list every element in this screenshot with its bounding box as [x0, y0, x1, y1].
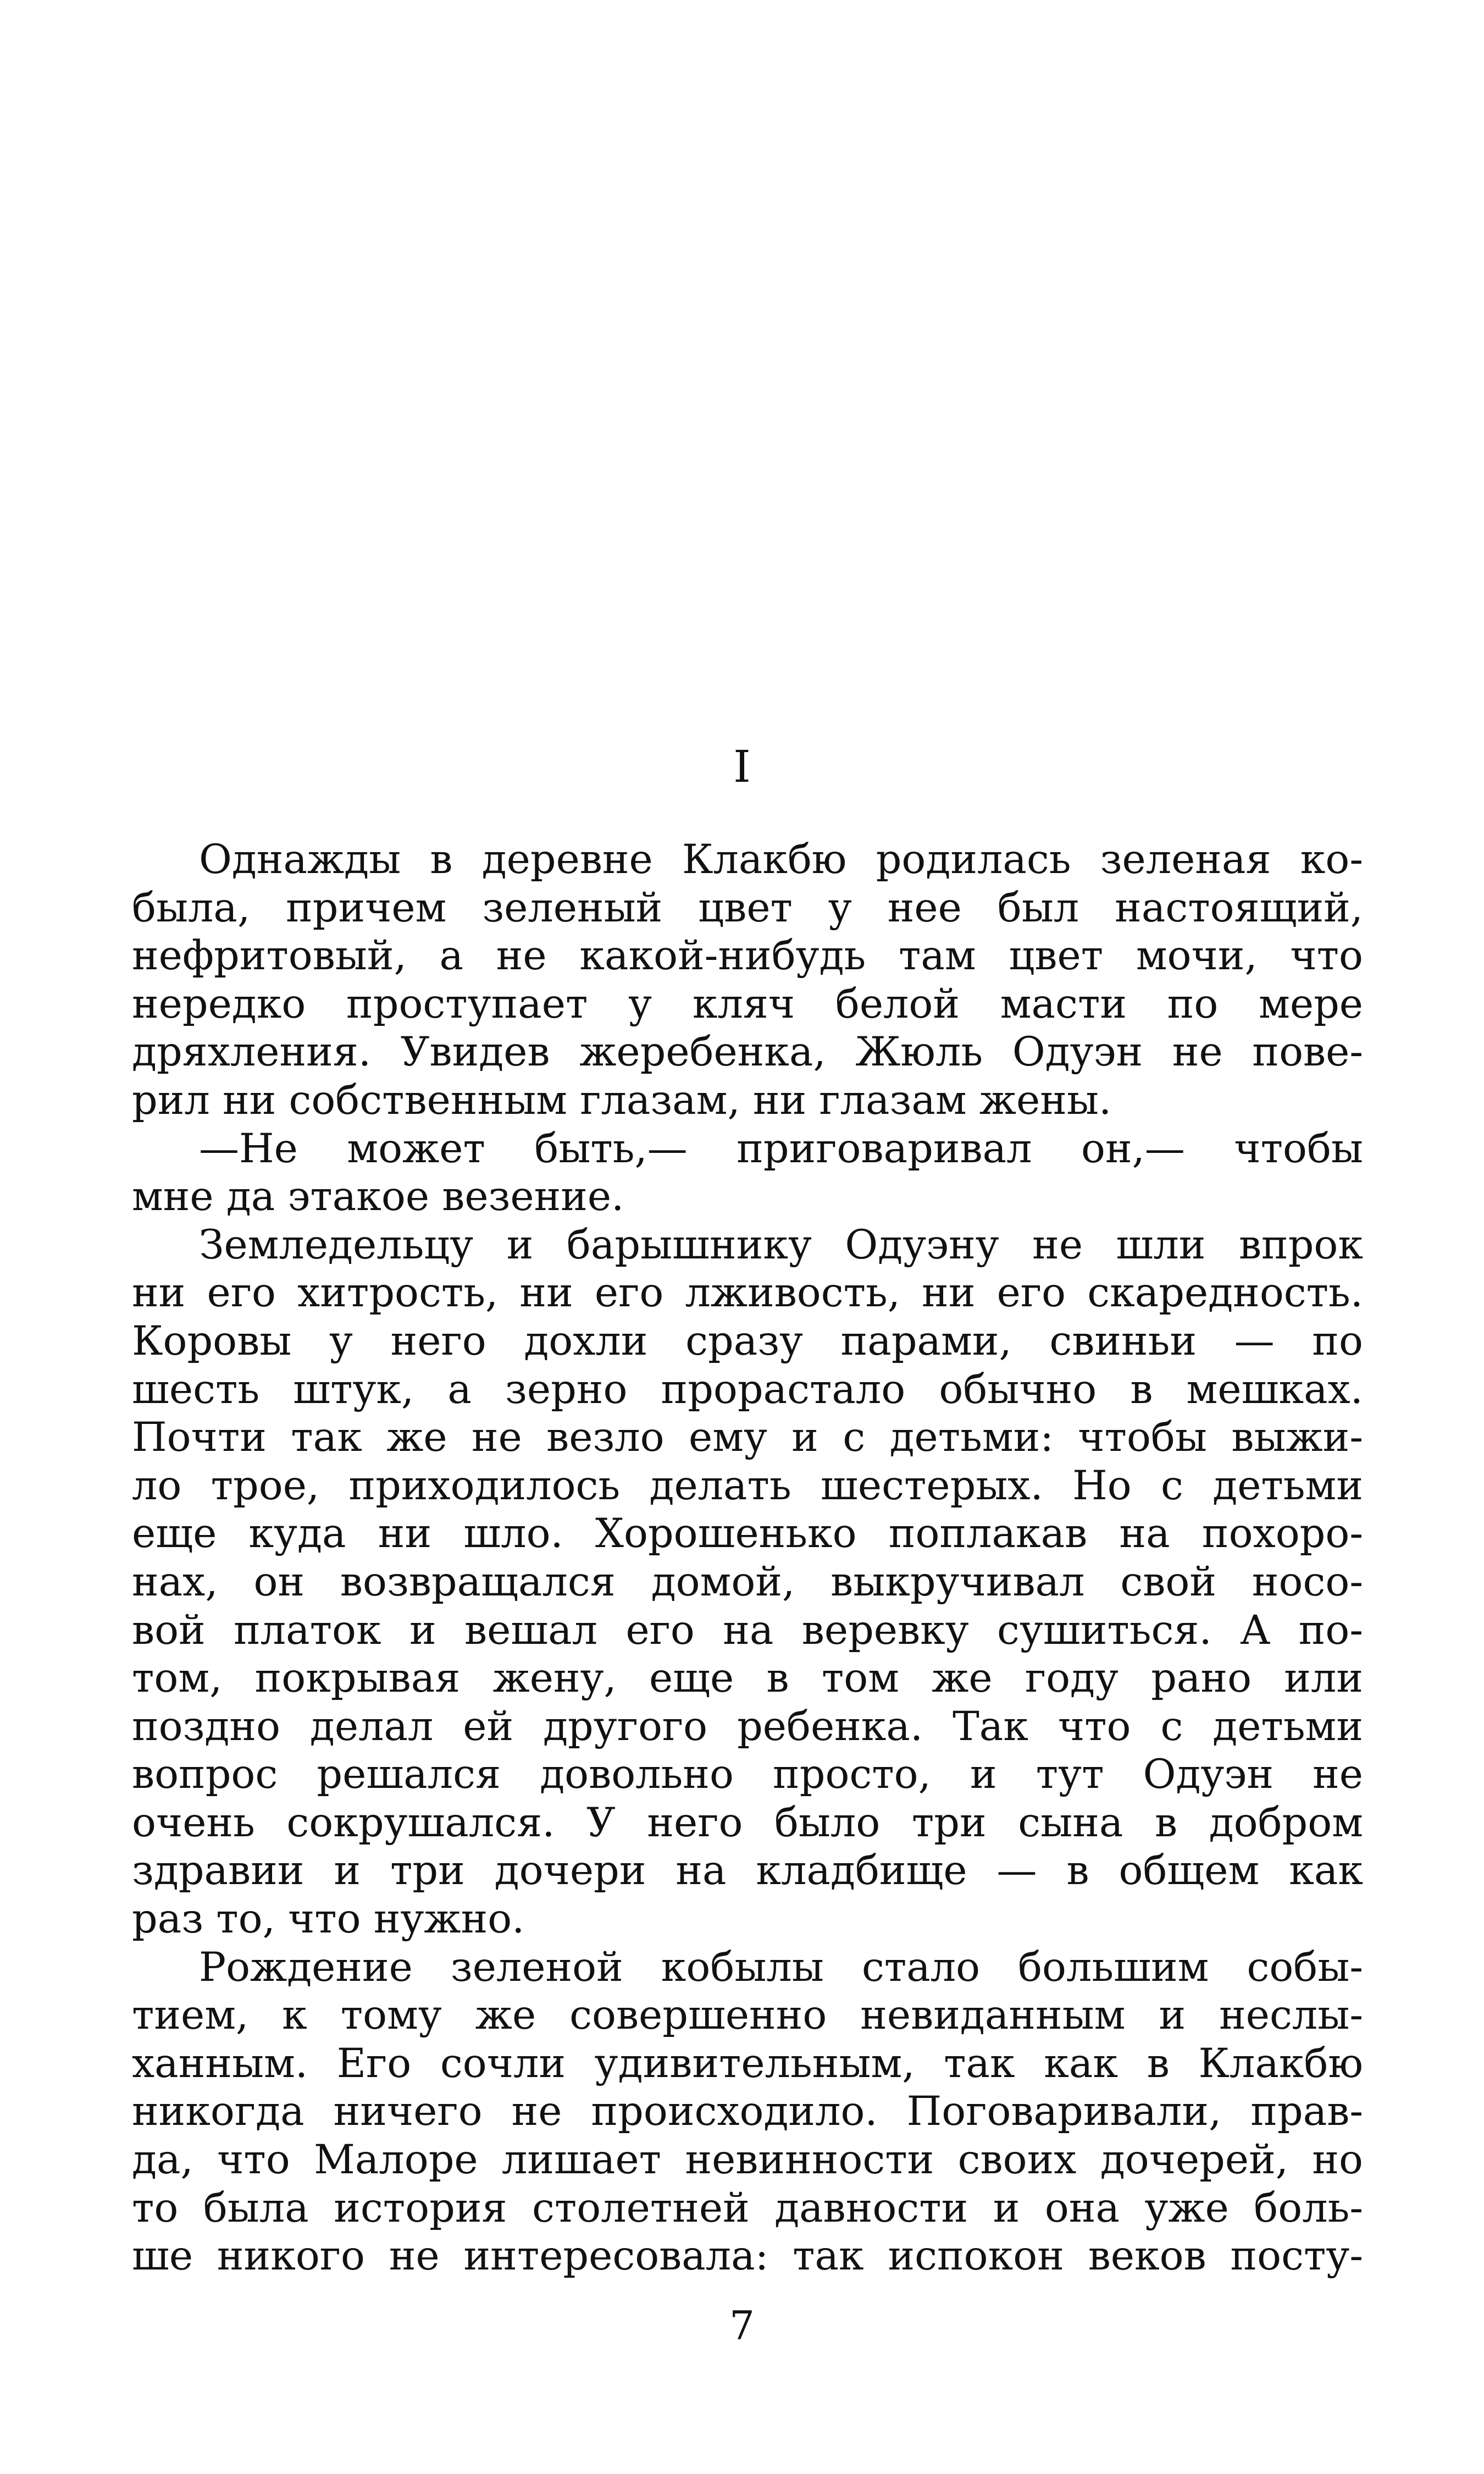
text-line: нефритовый, а не какой-нибудь там цвет мочи, что: [132, 932, 1363, 980]
text-line: шесть штук, а зерно прорастало обычно в мешках.: [132, 1366, 1363, 1413]
text-line: тием, к тому же совершенно невиданным и неслы-: [132, 1992, 1363, 2039]
text-line: раз то, что нужно.: [132, 1896, 525, 1943]
text-line: поздно делал ей другого ребенка. Так что с детьми: [132, 1703, 1363, 1750]
text-line: то была история столетней давности и она уже боль-: [132, 2184, 1363, 2232]
text-line: рил ни собственным глазам, ни глазам жены.: [132, 1076, 1112, 1124]
text-line: мне да этакое везение.: [132, 1173, 624, 1221]
text-line: ше никого не интересовала: так испокон веков посту-: [132, 2233, 1363, 2280]
text-line: Почти так же не везло ему и с детьми: чтобы выжи-: [132, 1414, 1363, 1461]
text-line: ханным. Его сочли удивительным, так как в Клакбю: [132, 2040, 1363, 2087]
text-line: очень сокрушался. У него было три сына в добром: [132, 1799, 1363, 1846]
text-line: нах, он возвращался домой, выкручивал свой носо-: [132, 1558, 1363, 1605]
text-line: да, что Малоре лишает невинности своих дочерей, но: [132, 2136, 1363, 2184]
text-line: —Не может быть,— приговаривал он,— чтобы: [199, 1125, 1363, 1172]
text-line: была, причем зеленый цвет у нее был настоящий,: [132, 884, 1363, 931]
text-line: дряхления. Увидев жеребенка, Жюль Одуэн не пове-: [132, 1029, 1363, 1076]
text-line: том, покрывая жену, еще в том же году рано или: [132, 1655, 1363, 1702]
text-line: Коровы у него дохли сразу парами, свиньи — по: [132, 1317, 1363, 1365]
text-line: вопрос решался довольно просто, и тут Одуэн не: [132, 1751, 1363, 1798]
text-line: Земледельцу и барышнику Одуэну не шли впрок: [199, 1221, 1363, 1268]
text-line: еще куда ни шло. Хорошенько поплакав на похоро-: [132, 1510, 1363, 1558]
text-line: ни его хитрость, ни его лживость, ни его скаредность.: [132, 1269, 1363, 1317]
text-line: здравии и три дочери на кладбище — в общем как: [132, 1847, 1363, 1895]
text-line: никогда ничего не происходило. Поговаривали, прав-: [132, 2088, 1363, 2135]
page-number: 7: [729, 2302, 755, 2349]
text-line: нередко проступает у кляч белой масти по мере: [132, 980, 1363, 1028]
text-line: Рождение зеленой кобылы стало большим собы-: [199, 1943, 1363, 1991]
text-line: вой платок и вешал его на веревку сушиться. А по-: [132, 1606, 1363, 1654]
chapter-number: I: [733, 741, 751, 792]
text-line: ло трое, приходилось делать шестерых. Но с детьми: [132, 1462, 1363, 1509]
text-line: Однажды в деревне Клакбю родилась зеленая ко-: [199, 836, 1363, 883]
body-text: [132, 836, 1363, 2280]
